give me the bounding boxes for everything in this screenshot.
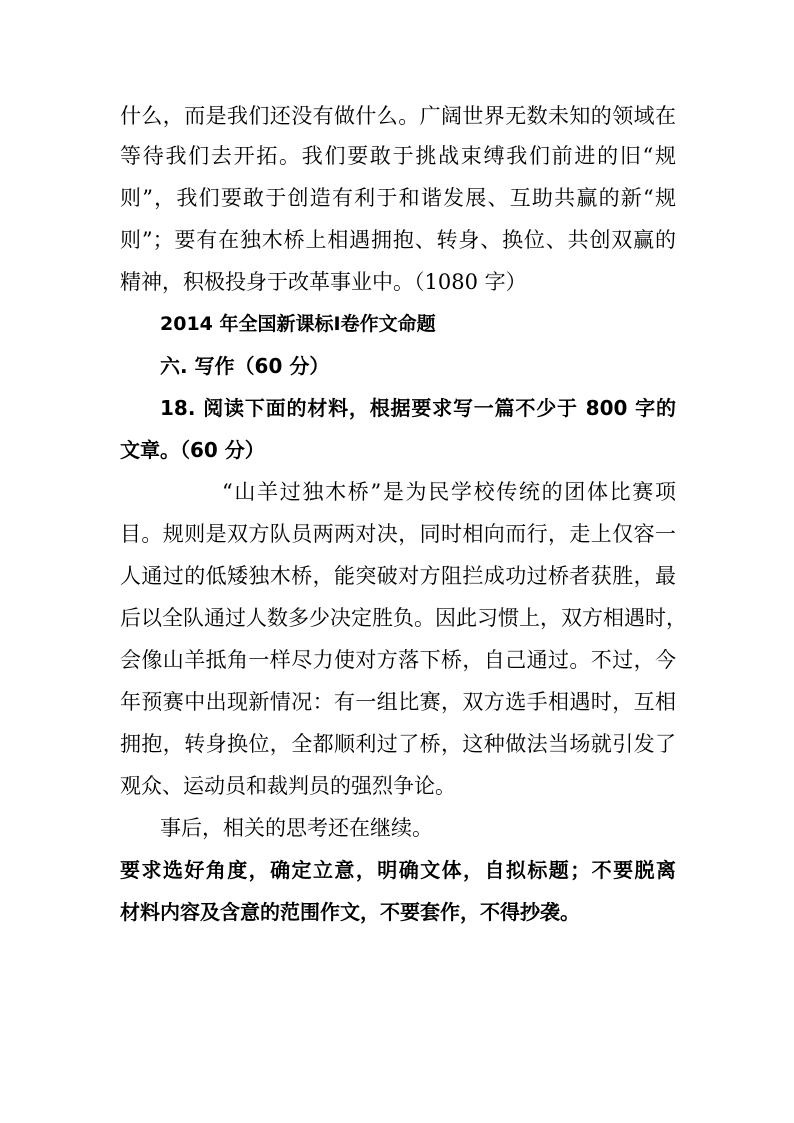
question-line: 18. 阅读下面的材料，根据要求写一篇不少于 800 字的	[160, 396, 676, 420]
passage-line: 什么，而是我们还没有做什么。广阔世界无数未知的领域在	[120, 104, 676, 128]
material-line: 目。规则是双方队员两两对决，同时相向而行，走上仅容一	[120, 522, 676, 546]
section-part: 六. 写作（60 分）	[160, 354, 330, 378]
material-line: 人通过的低矮独木桥，能突破对方阻拦成功过桥者获胜，最	[120, 564, 676, 588]
passage-line: 则”；要有在独木桥上相遇拥抱、转身、换位、共创双赢的	[120, 228, 676, 252]
requirement-line: 材料内容及含意的范围作文，不要套作，不得抄袭。	[120, 900, 580, 924]
passage-line: 则”，我们要敢于创造有利于和谐发展、互助共赢的新“规	[120, 186, 676, 210]
section-heading: 2014 年全国新课标Ⅰ卷作文命题	[160, 313, 436, 335]
material-line: 会像山羊抵角一样尽力使对方落下桥，自己通过。不过，今	[120, 648, 676, 672]
passage-line: 等待我们去开拓。我们要敢于挑战束缚我们前进的旧“规	[120, 144, 676, 168]
material-line: 拥抱，转身换位，全都顺利过了桥，这种做法当场就引发了	[120, 732, 676, 756]
material-line: 观众、运动员和裁判员的强烈争论。	[120, 774, 456, 798]
material-line: 年预赛中出现新情况：有一组比赛，双方选手相遇时，互相	[120, 690, 676, 714]
requirement-line: 要求选好角度，确定立意，明确文体，自拟标题；不要脱离	[120, 858, 676, 882]
material-line: “山羊过独木桥”是为民学校传统的团体比赛项	[222, 480, 676, 504]
question-line: 文章。（60 分）	[120, 438, 265, 462]
material-line: 后以全队通过人数多少决定胜负。因此习惯上，双方相遇时，	[120, 606, 687, 630]
passage-line-last: 精神，积极投身于改革事业中。（1080 字）	[120, 270, 527, 294]
material-followup: 事后，相关的思考还在继续。	[160, 816, 433, 840]
